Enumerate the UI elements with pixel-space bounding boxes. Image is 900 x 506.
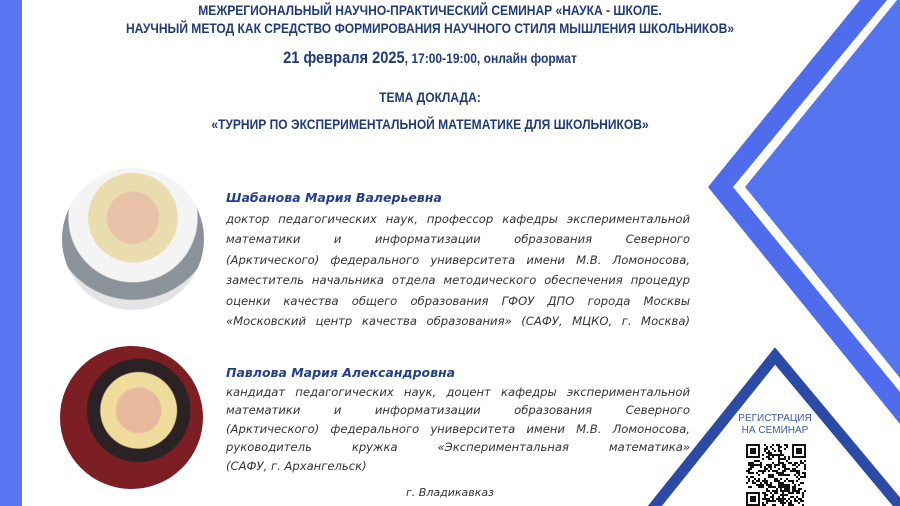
bio-line: (Арктического) федерального университета имени М.В. Ломоносова, [226, 252, 690, 267]
bio-line: «Московский центр качества образования» (САФУ, МЦКО, г. Москва) [226, 314, 690, 328]
seminar-title [95, 1, 766, 37]
bio-line: заместитель начальника отдела методического обеспечения процедур [226, 273, 690, 287]
left-blue-band [0, 0, 22, 506]
date-text: 21 февраля 2025 [283, 48, 405, 67]
registration-label [728, 413, 822, 437]
seminar-title-line2: НАУЧНЫЙ МЕТОД КАК СРЕДСТВО ФОРМИРОВАНИЯ НАУЧНОГО СТИЛЯ МЫШЛЕНИЯ ШКОЛЬНИКОВ» [125, 20, 735, 36]
registration-line2: НА СЕМИНАР [741, 425, 809, 436]
bio-line: доктор педагогических наук, профессор кафедры экспериментальной [226, 211, 690, 226]
bio-line: математики и информатизации образования Северного [226, 232, 690, 246]
seminar-title-line1: МЕЖРЕГИОНАЛЬНЫЙ НАУЧНО-ПРАКТИЧЕСКИЙ СЕМИНАР «НАУКА - ШКОЛЕ. [198, 2, 662, 18]
bio-line: кандидат педагогических наук, доцент кафедры экспериментальной [226, 384, 690, 399]
speaker-name: Павлова Мария Александровна [226, 365, 456, 380]
bio-line: оценки качества общего образования ГФОУ ДПО города Москвы [226, 293, 690, 308]
time-format-text: , 17:00-19:00, онлайн формат [404, 50, 577, 66]
speaker-photo-pavlova [60, 346, 203, 489]
bio-line: (САФУ, г. Архангельск) [226, 458, 367, 473]
registration-line1: РЕГИСТРАЦИЯ [738, 413, 812, 424]
bio-line: руководитель кружка «Экспериментальная математика» [226, 440, 690, 455]
bio-line: математики и информатизации образования Северного [226, 403, 690, 418]
bio-line: (Арктического) федерального университета имени М.В. Ломоносова, [226, 421, 690, 436]
topic-label: ТЕМА ДОКЛАДА: [379, 89, 481, 105]
speaker-bio-1 [226, 188, 690, 332]
topic-title: «ТУРНИР ПО ЭКСПЕРИМЕНТАЛЬНОЙ МАТЕМАТИКЕ ДЛЯ ШКОЛЬНИКОВ» [211, 116, 649, 132]
speaker-photo-shabanova [62, 168, 204, 310]
registration-qr-code[interactable] [746, 444, 806, 506]
event-date [95, 48, 766, 68]
speaker-bio-2 [226, 364, 690, 476]
speaker-name: Шабанова Мария Валерьевна [226, 190, 442, 205]
city-label: г. Владикавказ [406, 486, 494, 499]
